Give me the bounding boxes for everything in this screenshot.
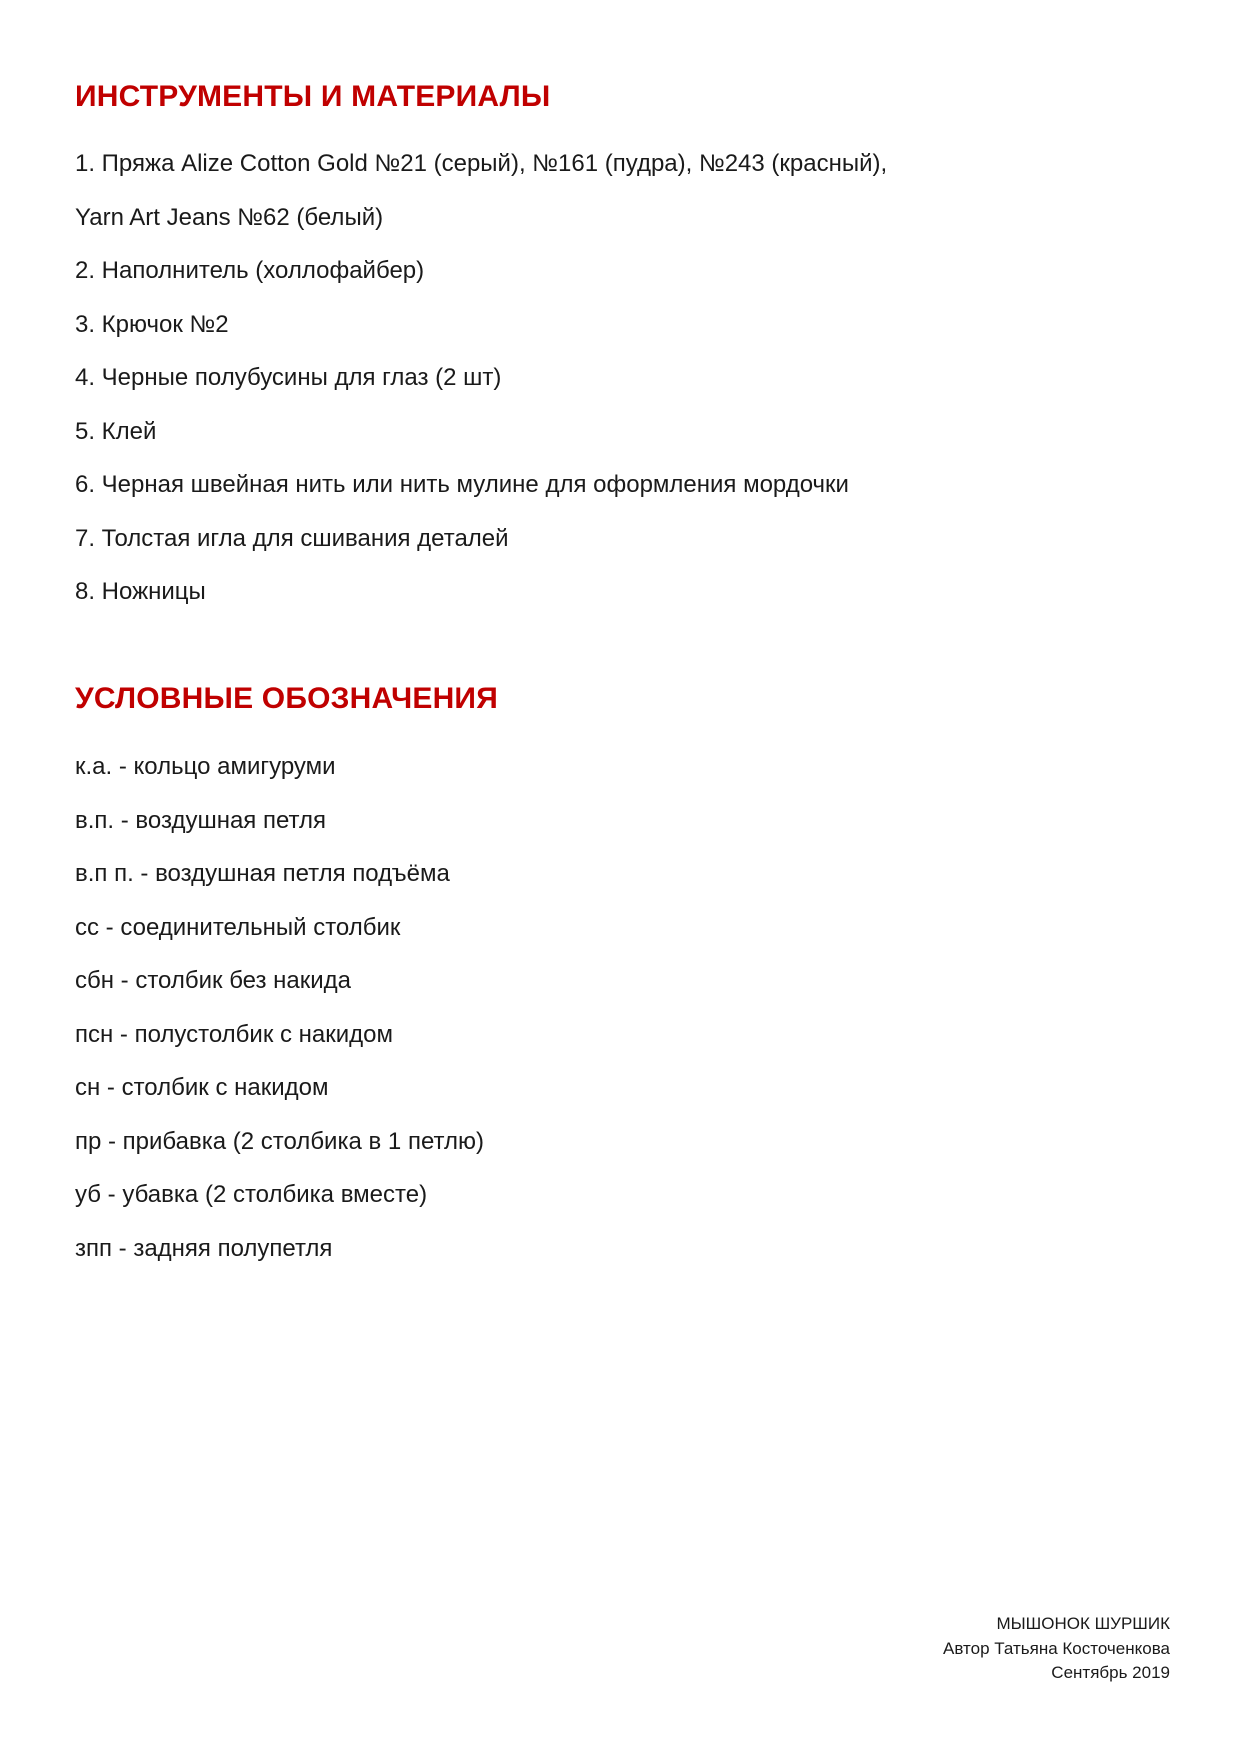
legend-list [75, 740, 484, 1275]
legend-item: псн - полустолбик с накидом [75, 1020, 394, 1048]
materials-line: 5. Клей [75, 417, 157, 445]
legend-item: уб - убавка (2 столбика вместе) [75, 1181, 428, 1208]
footer-author: Автор Татьяна Косточенкова [943, 1638, 1170, 1658]
materials-line: 4. Черные полубусины для глаз (2 шт) [75, 364, 502, 391]
legend-item: сбн - столбик без накида [75, 967, 352, 994]
legend-heading: УСЛОВНЫЕ ОБОЗНАЧЕНИЯ [75, 682, 498, 715]
legend-item: в.п п. - воздушная петля подъёма [75, 860, 450, 887]
materials-line: 8. Ножницы [75, 578, 206, 605]
materials-line: 7. Толстая игла для сшивания деталей [75, 524, 509, 552]
legend-item: пр - прибавка (2 столбика в 1 петлю) [75, 1127, 484, 1155]
footer-date: Сентябрь 2019 [1051, 1663, 1170, 1682]
legend-item: к.а. - кольцо амигуруми [75, 753, 336, 780]
materials-line: 1. Пряжа Alize Cotton Gold №21 (серый), №161 (пудра), №243 (красный), [75, 150, 888, 177]
materials-line: 6. Черная швейная нить или нить мулине для оформления мордочки [75, 471, 849, 498]
materials-heading: ИНСТРУМЕНТЫ И МАТЕРИАЛЫ [75, 80, 551, 113]
footer-title: МЫШОНОК ШУРШИК [996, 1614, 1170, 1633]
materials-line: 3. Крючок №2 [75, 310, 229, 338]
page-footer [943, 1612, 1170, 1686]
materials-line: 2. Наполнитель (холлофайбер) [75, 257, 425, 284]
legend-item: зпп - задняя полупетля [75, 1234, 333, 1262]
legend-item: в.п. - воздушная петля [75, 806, 326, 834]
legend-item: сс - соединительный столбик [75, 913, 401, 941]
legend-item: сн - столбик с накидом [75, 1074, 329, 1101]
materials-line: Yarn Art Jeans №62 (белый) [75, 203, 384, 231]
materials-list [75, 137, 887, 619]
